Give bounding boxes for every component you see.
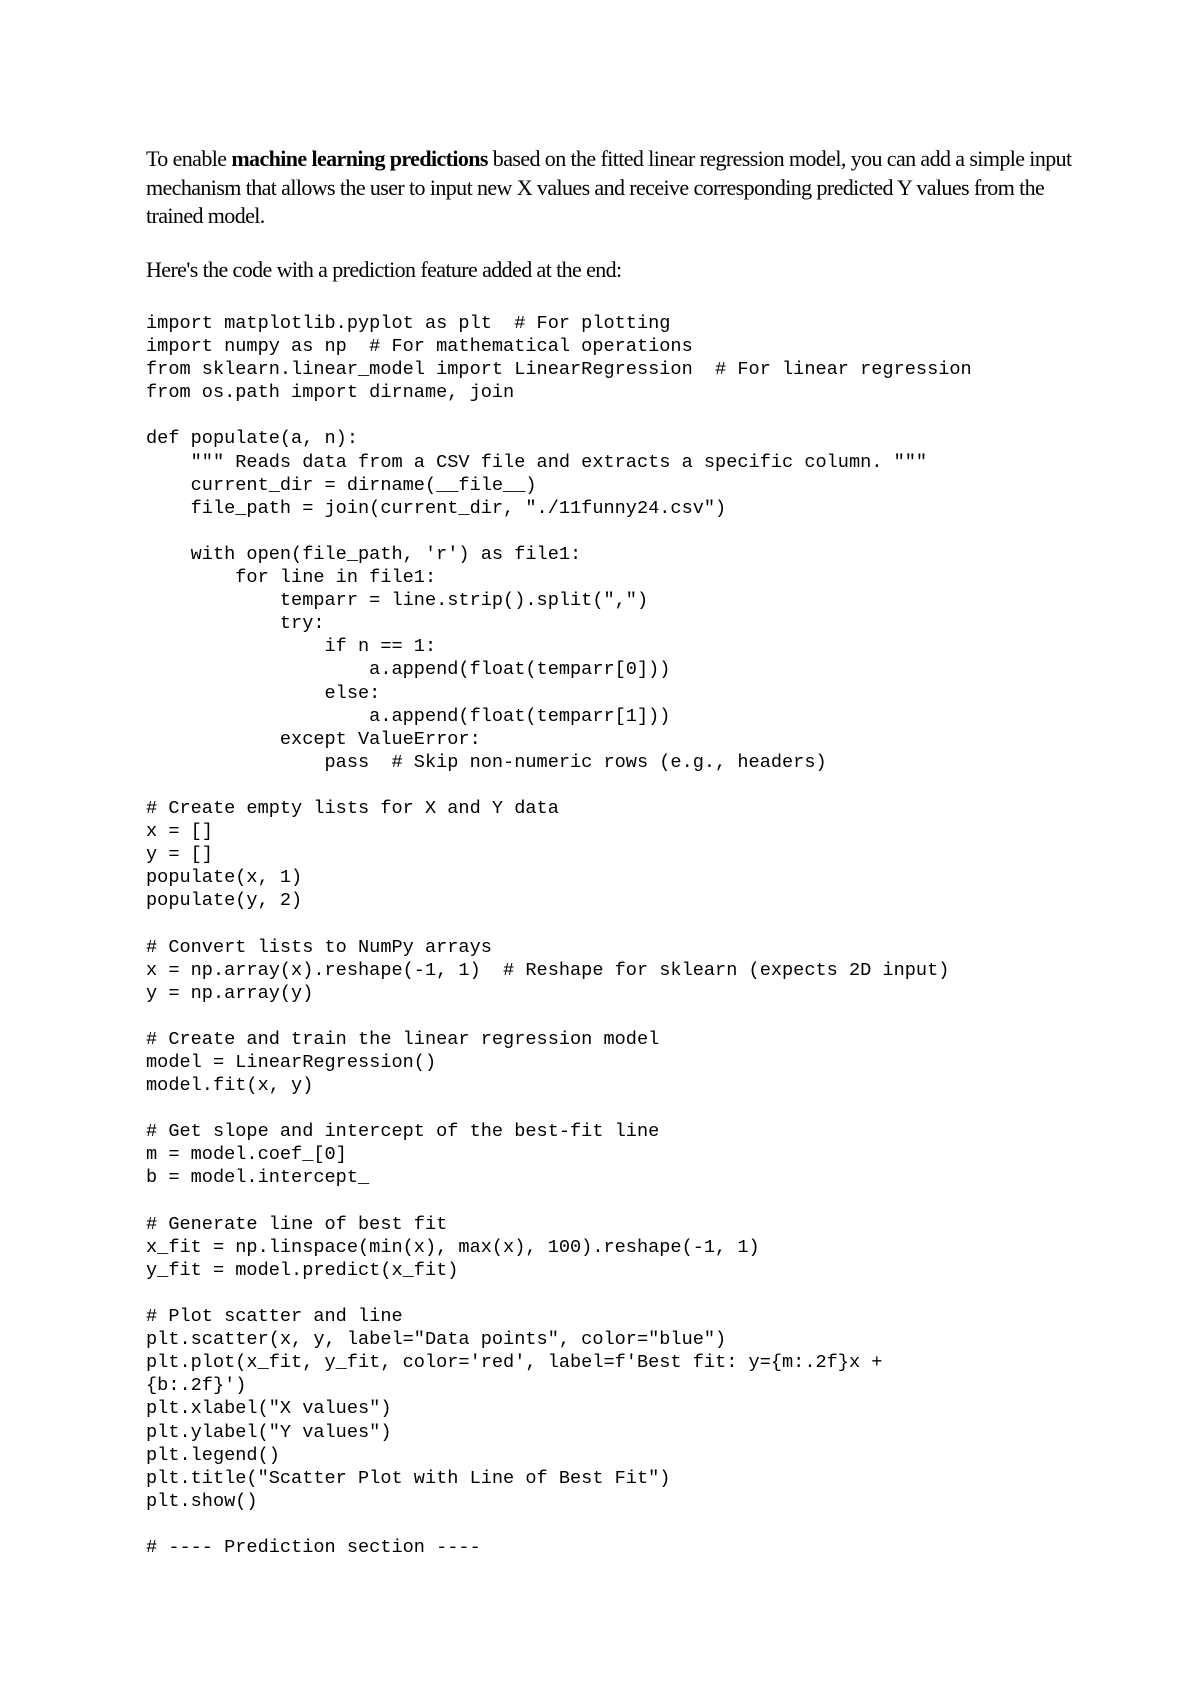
code-line: b = model.intercept_ — [146, 1167, 370, 1189]
code-line: with open(file_path, 'r') as file1: — [146, 543, 582, 565]
code-line: y = [] — [146, 844, 213, 866]
code-line: x_fit = np.linspace(min(x), max(x), 100).reshape(-1, 1) — [146, 1236, 760, 1258]
code-line: # Convert lists to NumPy arrays — [146, 936, 492, 958]
code-line: model = LinearRegression() — [146, 1052, 437, 1073]
code-line: file_path = join(current_dir, "./11funny24.csv") — [146, 497, 727, 519]
code-line: # Plot scatter and line — [146, 1306, 403, 1328]
code-line: def populate(a, n): — [146, 428, 359, 450]
code-line: plt.plot(x_fit, y_fit, color='red', label=f'Best fit: y={m:.2f}x + — [146, 1352, 883, 1374]
code-line — [146, 520, 1106, 543]
intro-bold-phrase: machine learning predictions — [231, 146, 488, 171]
code-line: """ Reads data from a CSV file and extracts a specific column. """ — [146, 451, 928, 473]
code-line: plt.ylabel("Y values") — [146, 1421, 392, 1443]
code-block — [146, 312, 1106, 1559]
code-line: populate(y, 2) — [146, 890, 303, 912]
code-line: x = np.array(x).reshape(-1, 1) # Reshape for sklearn (expects 2D input) — [146, 959, 950, 981]
code-line: for line in file1: — [146, 567, 437, 589]
intro-paragraph — [146, 145, 1086, 231]
code-line: # Get slope and intercept of the best-fit line — [146, 1121, 660, 1143]
code-line — [146, 1190, 1106, 1213]
code-line: pass # Skip non-numeric rows (e.g., headers) — [146, 751, 827, 773]
code-line: populate(x, 1) — [146, 867, 303, 889]
code-line: plt.show() — [146, 1490, 258, 1512]
code-line: # Generate line of best fit — [146, 1213, 448, 1235]
code-line: plt.xlabel("X values") — [146, 1398, 392, 1420]
code-line: try: — [146, 613, 325, 635]
code-line: from os.path import dirname, join — [146, 382, 515, 404]
code-line: import matplotlib.pyplot as plt # For plotting — [146, 313, 671, 334]
code-line: x = [] — [146, 821, 213, 843]
code-line: a.append(float(temparr[0])) — [146, 659, 671, 681]
code-line: except ValueError: — [146, 728, 481, 750]
code-line — [146, 404, 1106, 427]
code-line: temparr = line.strip().split(",") — [146, 590, 649, 612]
intro-text-start: To enable — [146, 146, 232, 171]
code-line: model.fit(x, y) — [146, 1075, 314, 1097]
code-line: # ---- Prediction section ---- — [146, 1536, 481, 1558]
code-line: {b:.2f}') — [146, 1375, 247, 1397]
code-line: if n == 1: — [146, 636, 437, 658]
code-line — [146, 1005, 1106, 1028]
code-line: y_fit = model.predict(x_fit) — [146, 1259, 459, 1281]
code-line: y = np.array(y) — [146, 982, 314, 1004]
code-line — [146, 912, 1106, 935]
code-line: a.append(float(temparr[1])) — [146, 705, 671, 727]
intro-text-end: based on the fitted linear regression model, you can add a simple input mechanism that allows the user to input new X values and receive corresponding predicted Y values from the trained model. — [146, 146, 1072, 228]
code-line: # Create and train the linear regression model — [146, 1028, 660, 1050]
code-line — [146, 1513, 1106, 1536]
code-line: plt.title("Scatter Plot with Line of Best Fit") — [146, 1467, 671, 1489]
code-line — [146, 774, 1106, 797]
code-line: plt.legend() — [146, 1444, 280, 1466]
code-line — [146, 1097, 1106, 1120]
code-line: m = model.coef_[0] — [146, 1144, 347, 1166]
code-line: plt.scatter(x, y, label="Data points", color="blue") — [146, 1329, 727, 1351]
code-line: # Create empty lists for X and Y data — [146, 797, 559, 819]
code-line — [146, 1282, 1106, 1305]
code-line: current_dir = dirname(__file__) — [146, 474, 537, 496]
lead-in-paragraph: Here's the code with a prediction feature added at the end: — [146, 257, 622, 282]
code-line: else: — [146, 682, 381, 704]
code-line: from sklearn.linear_model import LinearRegression # For linear regression — [146, 359, 972, 381]
code-line: import numpy as np # For mathematical operations — [146, 336, 693, 358]
